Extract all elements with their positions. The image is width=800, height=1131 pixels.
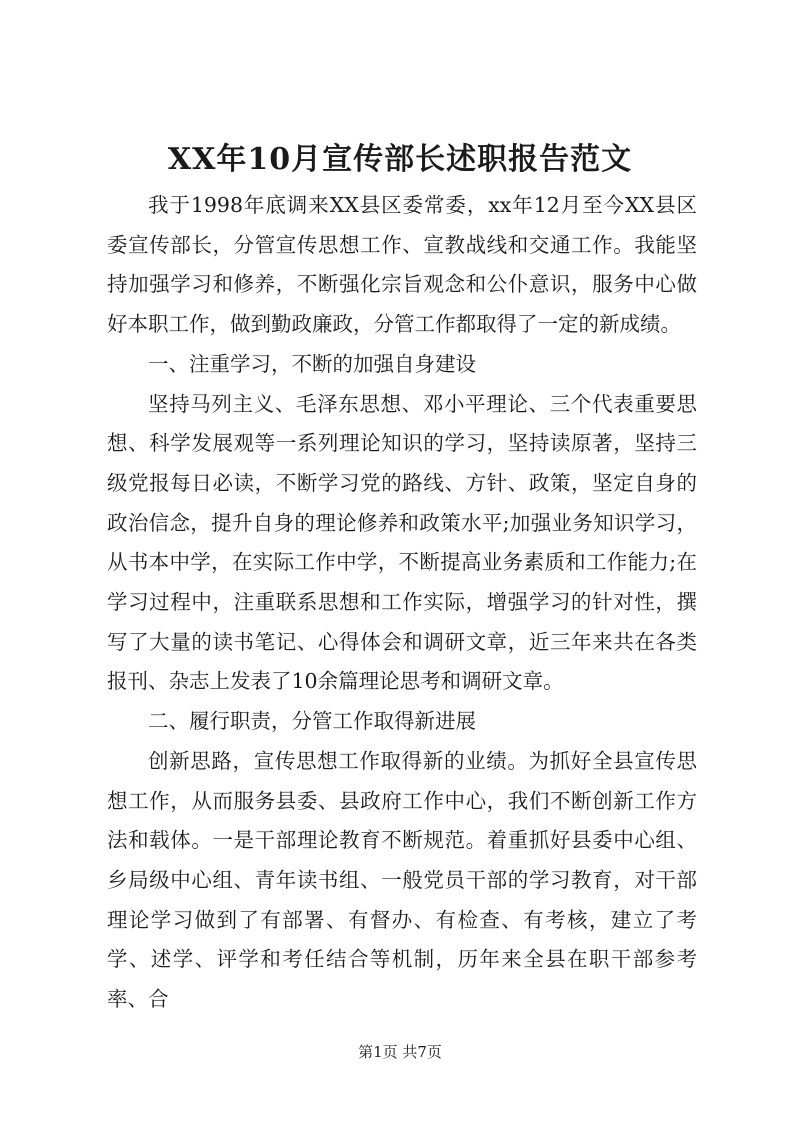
section-1-paragraph: 坚持马列主义、毛泽东思想、邓小平理论、三个代表重要思想、科学发展观等一系列理论知识的学习，坚持读原著，坚持三级党报每日必读，不断学习党的路线、方针、政策，坚定自身的政治信念，提升自身的理论修养和政策水平;加强业务知识学习，从书本中学，在实际工作中学，不断提高业务素质和工作能力;在学习过程中，注重联系思想和工作实际，增强学习的针对性，撰写了大量的读书笔记、心得体会和调研文章，近三年来共在各类报刊、杂志上发表了10余篇理论思考和调研文章。 [107, 391, 697, 694]
section-2-paragraph: 创新思路，宣传思想工作取得新的业绩。为抓好全县宣传思想工作，从而服务县委、县政府工作中心，我们不断创新工作方法和载体。一是干部理论教育不断规范。着重抓好县委中心组、乡局级中心组、青年读书组、一般党员干部的学习教育，对干部理论学习做到了有部署、有督办、有检查、有考核，建立了考学、述学、评学和考任结合等机制，历年来全县在职干部参考率、合 [107, 748, 697, 1012]
intro-paragraph: 我于1998年底调来XX县区委常委，xx年12月至今XX县区委宣传部长，分管宣传思想工作、宣教战线和交通工作。我能坚持加强学习和修养，不断强化宗旨观念和公仆意识，服务中心做好本职工作，做到勤政廉政，分管工作都取得了一定的新成绩。 [107, 193, 697, 337]
document-body [107, 186, 697, 1020]
page-footer: 第1页 共7页 [358, 1043, 442, 1061]
section-heading-2: 二、履行职责，分管工作取得新进展 [148, 709, 476, 734]
document-title: XX年10月宣传部长述职报告范文 [167, 142, 633, 177]
section-heading-1: 一、注重学习，不断的加强自身建设 [148, 351, 476, 376]
